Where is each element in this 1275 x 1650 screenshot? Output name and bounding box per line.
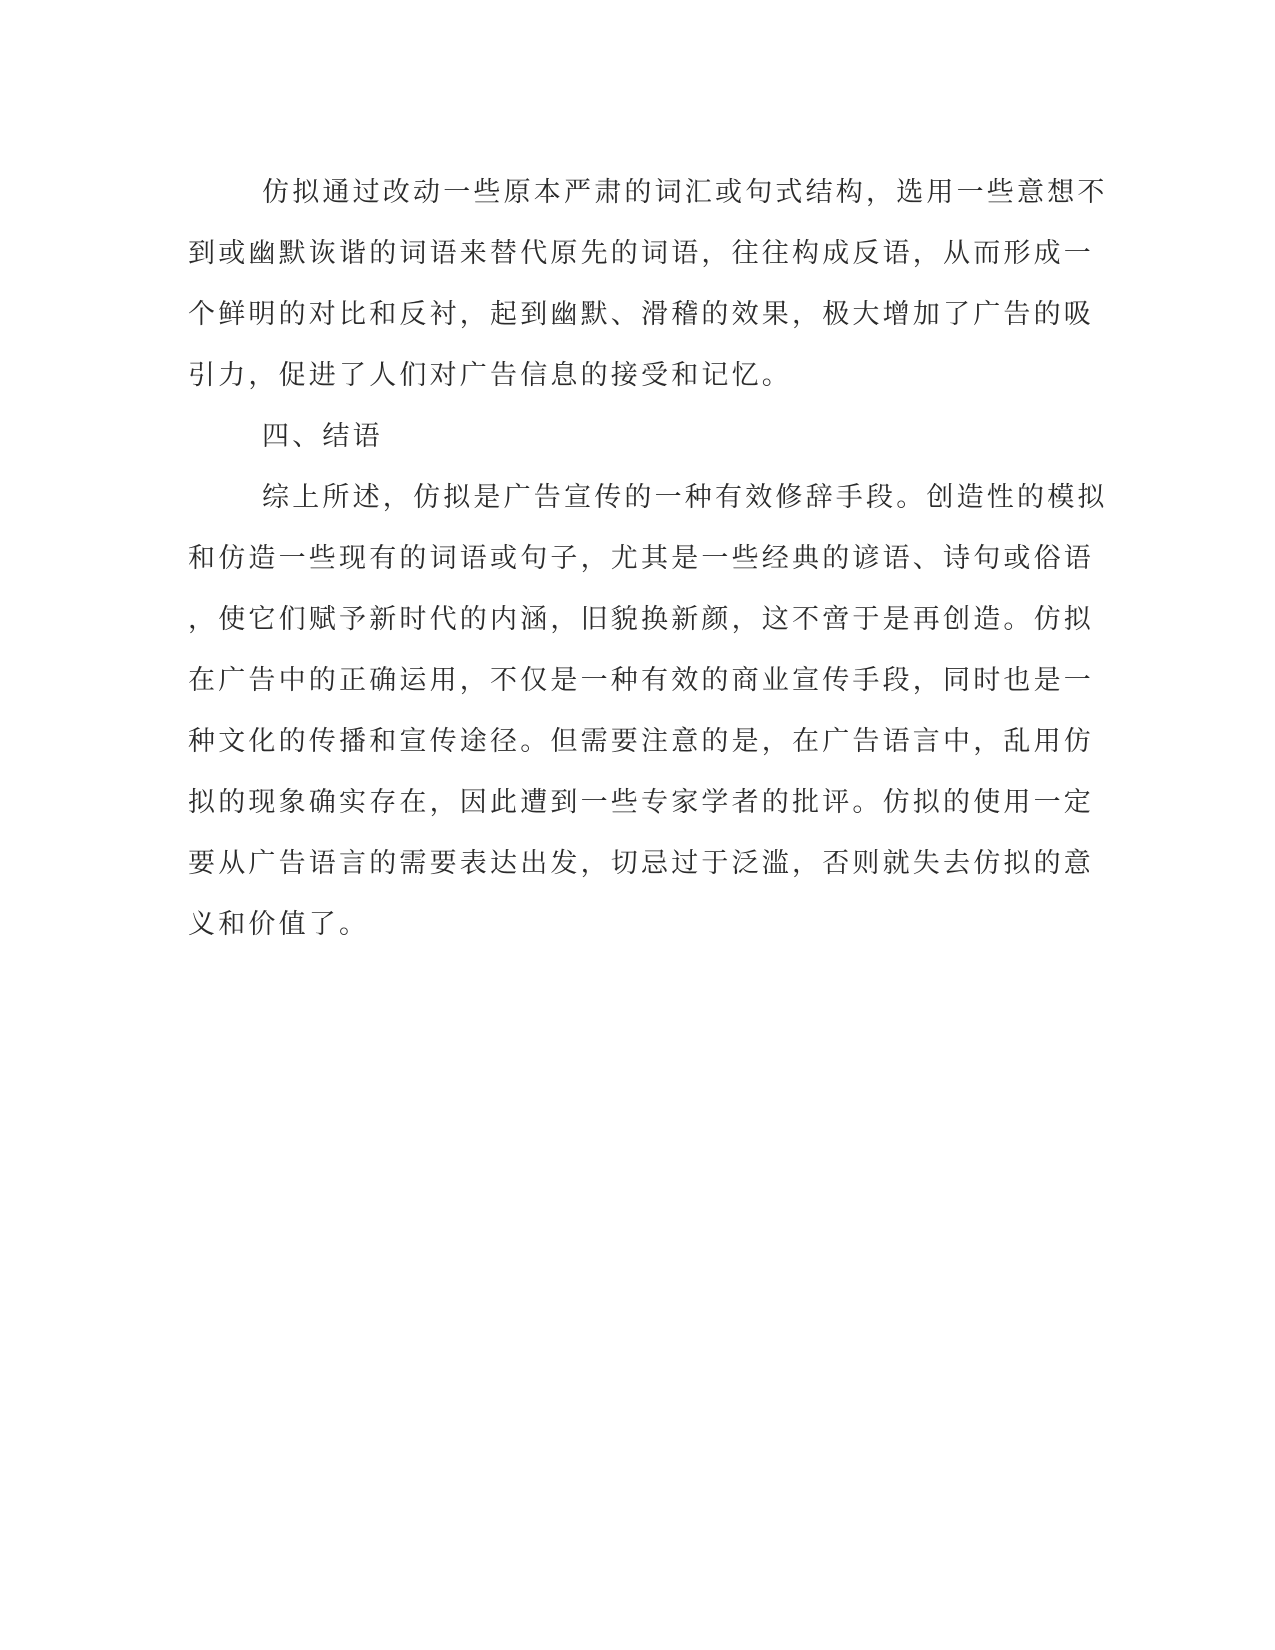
- text-line: ，使它们赋予新时代的内涵，旧貌换新颜，这不啻于是再创造。仿拟: [188, 604, 1094, 635]
- text-line: 综上所述，仿拟是广告宣传的一种有效修辞手段。创造性的模拟: [262, 482, 1108, 513]
- section-heading-conclusion: [188, 406, 1073, 467]
- text-line: 在广告中的正确运用，不仅是一种有效的商业宣传手段，同时也是一: [188, 665, 1094, 696]
- text-line: 引力，促进了人们对广告信息的接受和记忆。: [188, 360, 792, 391]
- paragraph-parody-effect: [188, 162, 1108, 406]
- text-line: 个鲜明的对比和反衬，起到幽默、滑稽的效果，极大增加了广告的吸: [188, 299, 1094, 330]
- paragraph-conclusion: [188, 467, 1108, 955]
- text-line: 拟的现象确实存在，因此遭到一些专家学者的批评。仿拟的使用一定: [188, 787, 1094, 818]
- text-line: 要从广告语言的需要表达出发，切忌过于泛滥，否则就失去仿拟的意: [188, 848, 1094, 879]
- text-line: 种文化的传播和宣传途径。但需要注意的是，在广告语言中，乱用仿: [188, 726, 1094, 757]
- text-line: 和仿造一些现有的词语或句子，尤其是一些经典的谚语、诗句或俗语: [188, 543, 1094, 574]
- section-heading: 四、结语: [262, 421, 383, 452]
- text-line: 到或幽默诙谐的词语来替代原先的词语，往往构成反语，从而形成一: [188, 238, 1094, 269]
- text-line: 仿拟通过改动一些原本严肃的词汇或句式结构，选用一些意想不: [262, 177, 1108, 208]
- text-line: 义和价值了。: [188, 909, 370, 940]
- document-body: [188, 162, 1108, 955]
